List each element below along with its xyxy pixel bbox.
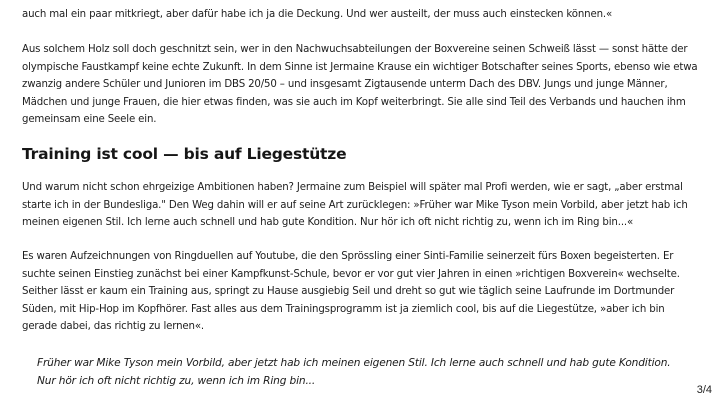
article-paragraph: auch mal ein paar mitkriegt, aber dafür habe ich ja die Deckung. Und wer austeilt, der muss auch einstecken können.« xyxy=(22,9,613,20)
section-heading: Training ist cool — bis auf Liegestütze xyxy=(22,145,347,163)
pull-quote: Früher war Mike Tyson mein Vorbild, aber jetzt hab ich meinen eigenen Stil. Ich lerne auch schnell und hab gute Kondition. Nur hör ich oft nicht richtig zu, wenn ich im Ring bin... xyxy=(37,357,671,387)
article-paragraph: Aus solchem Holz soll doch geschnitzt sein, wer in den Nachwuchsabteilungen der Boxvereine seinen Schweiß lässt — sonst hätte der olympische Faustkampf keine echte Zukunft. In dem Sinne ist Jermaine Krause ein wichtiger Botschafter seines Sports, ebenso wie etwa zwanzig andere Schüler und Junioren im DBS 20/50 – und insgesamt Zigtausende unterm Dach des DBV. Jungs und junge Männer, Mädchen und junge Frauen, die hier etwas finden, was sie auch im Kopf weiterbringt. Sie alle sind Teil des Verbands und hauchen ihm gemeinsam eine Seele ein. xyxy=(22,44,698,125)
article-paragraph: Und warum nicht schon ehrgeizige Ambitionen haben? Jermaine zum Beispiel will später mal Profi werden, wie er sagt, „aber erstmal starte ich in der Bundesliga." Den Weg dahin will er auf seine Art zurücklegen: »Früher war Mike Tyson mein Vorbild, aber jetzt hab ich meinen eigenen Stil. Ich lerne auch schnell und hab gute Kondition. Nur hör ich oft nicht richtig zu, wenn ich im Ring bin...« xyxy=(22,182,688,228)
article-paragraph: Es waren Aufzeichnungen von Ringduellen auf Youtube, die den Sprössling einer Sinti-Familie seinerzeit fürs Boxen begeisterten. Er suchte seinen Einstieg zunächst bei einer Kampfkunst-Schule, bevor er vor gut vier Jahren in einen »richtigen Boxverein« wechselte. Seither lässt er kaum ein Training aus, springt zu Hause ausgiebig Seil und dreht so gut wie täglich seine Laufrunde im Dortmunder Süden, mit Hip-Hop im Kopfhörer. Fast alles aus dem Trainingsprogramm ist ja ziemlich cool, bis auf die Liegestütze, »aber ich bin gerade dabei, das richtig zu lernen«. xyxy=(22,251,680,332)
page-number: 3/4 xyxy=(696,384,712,396)
